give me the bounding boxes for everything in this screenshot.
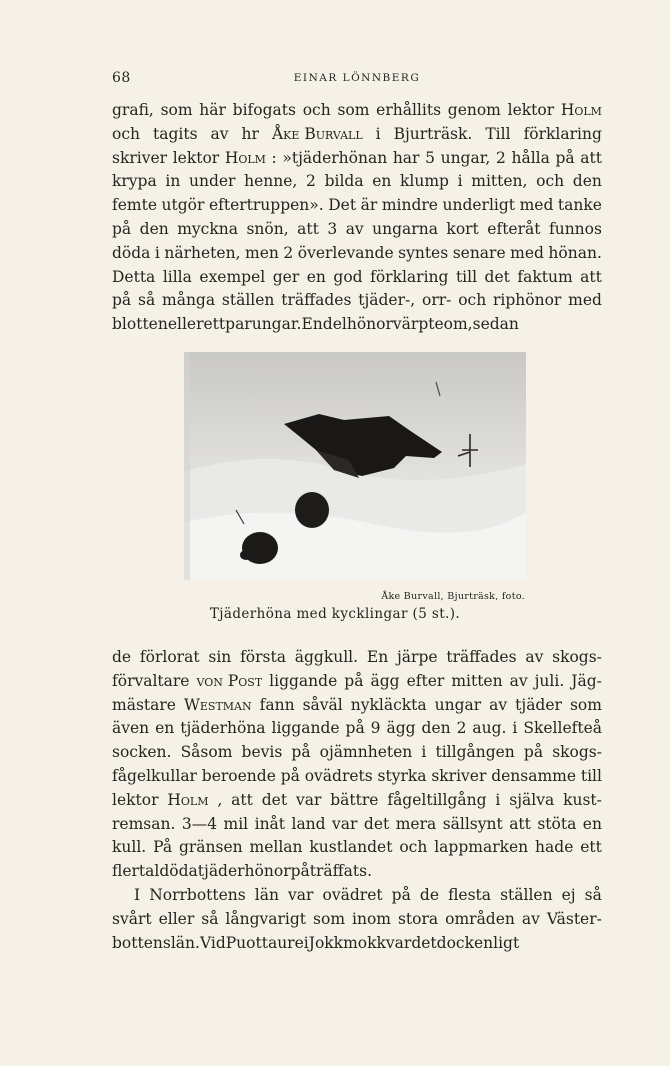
word: om, [443, 315, 473, 334]
word: på [344, 671, 364, 690]
word: många [162, 291, 216, 310]
word: genom [447, 101, 501, 119]
word: socken. [112, 743, 172, 762]
small-caps-name: Holm [560, 101, 602, 119]
word: förvaltare [112, 671, 190, 690]
word: En [366, 648, 389, 666]
word: ägg [386, 719, 416, 738]
word: tillgången [435, 743, 515, 762]
word: enligt [473, 933, 520, 952]
word: remsan. [112, 814, 176, 833]
word: par [225, 315, 252, 334]
word: underligt [442, 196, 516, 215]
word: aug. [472, 719, 507, 738]
text-line [112, 932, 602, 956]
word: På [153, 838, 173, 857]
word: var [295, 790, 322, 809]
small-caps-name: Westman [183, 695, 252, 714]
word: in [165, 172, 181, 191]
word: hönor [346, 315, 393, 334]
word: ett [580, 838, 602, 857]
word: stora [397, 909, 439, 928]
word: utgör [161, 196, 205, 215]
word: 3 [327, 219, 338, 238]
word: med [568, 291, 602, 310]
word: som [313, 909, 346, 928]
text-line [112, 147, 602, 171]
word: blott [112, 315, 149, 334]
word: i [375, 124, 381, 143]
word: myckna [177, 219, 238, 238]
word: tagits [153, 124, 198, 143]
word: själva [509, 790, 555, 809]
text-line [112, 836, 602, 860]
small-caps-name: Holm [224, 148, 266, 167]
word: inom [352, 909, 391, 928]
text-line [112, 860, 602, 884]
word: mil [223, 814, 249, 833]
word: ställen [500, 885, 553, 904]
word: den [421, 719, 451, 738]
word: på [555, 148, 575, 167]
word: sedan [472, 315, 519, 334]
word: men [245, 243, 279, 262]
word: så [584, 885, 602, 904]
word: ett [203, 315, 226, 334]
word: densamme [491, 766, 577, 785]
text-line [112, 813, 602, 837]
word: lektor [507, 101, 555, 119]
word: mästare [112, 695, 176, 714]
word: god [333, 267, 363, 286]
text-line [112, 289, 602, 313]
word: påträffats. [290, 862, 373, 881]
word: att [509, 814, 531, 833]
word: eftertruppen». [208, 196, 324, 215]
word: äggkull. [294, 648, 359, 666]
word: järpe [396, 648, 438, 666]
word: ungar [434, 695, 482, 714]
word: hålla [511, 148, 550, 167]
word: av [210, 124, 229, 143]
word: överlevande [297, 243, 394, 262]
word: i [495, 790, 501, 809]
word: skogs- [552, 648, 602, 666]
word: ger [272, 267, 300, 286]
word: Till [485, 124, 511, 143]
word: styrka [377, 766, 427, 785]
word: bilda [324, 172, 364, 191]
word: inåt [254, 814, 286, 833]
word: : [271, 148, 277, 167]
word: det [261, 790, 288, 809]
word: I [134, 885, 141, 904]
word: senare [452, 243, 506, 262]
word: hönan. [548, 243, 602, 262]
word: mera [395, 814, 437, 833]
text-line [112, 884, 602, 908]
word: och [458, 291, 487, 310]
word: fågelkullar [112, 766, 197, 785]
text-line [112, 194, 602, 218]
word: en [148, 315, 168, 334]
text-line [112, 218, 602, 242]
word: mellan [249, 838, 303, 857]
word: på [523, 743, 544, 762]
word: eller [167, 315, 204, 334]
word: på [112, 219, 132, 238]
word: i [457, 172, 463, 191]
word: län. [170, 933, 200, 952]
word: döda [112, 243, 151, 262]
text-line [112, 123, 602, 147]
word: av [521, 909, 540, 928]
word: var [332, 814, 358, 833]
word: län [254, 885, 279, 904]
word: snön, [246, 219, 289, 238]
word: en [582, 814, 602, 833]
word: Detta [112, 267, 156, 286]
word: grafi, [112, 101, 154, 119]
word: lilla [162, 267, 192, 286]
word: krypa [112, 172, 157, 191]
word: på [291, 743, 311, 762]
word: Bjurträsk. [393, 124, 473, 143]
word: funnos [548, 219, 602, 238]
word: att [580, 148, 602, 167]
small-caps-name: Holm [167, 790, 209, 809]
small-caps-name: Åke Burvall [271, 124, 363, 143]
word: på [280, 766, 300, 785]
word: bevis [241, 743, 283, 762]
word: var [288, 885, 314, 904]
word: förlorat [139, 648, 200, 666]
word: Väster- [546, 909, 602, 928]
word: är [360, 196, 378, 215]
word: det [411, 933, 437, 952]
text-line [112, 908, 602, 932]
word: kort [446, 219, 479, 238]
word: som [569, 695, 602, 714]
word: bättre [330, 790, 379, 809]
word: henne, [244, 172, 298, 191]
word: Puottaure [225, 933, 304, 952]
word: som [337, 101, 370, 119]
word: ungarna [372, 219, 438, 238]
word: under [189, 172, 236, 191]
word: ställen [221, 291, 275, 310]
page-number: 68 [112, 70, 131, 86]
word: av [509, 671, 528, 690]
word: 9 [370, 719, 381, 738]
word: och [112, 124, 140, 143]
word: och [536, 172, 565, 191]
word: såväl [302, 695, 343, 714]
word: efter [406, 671, 445, 690]
word: av [345, 219, 364, 238]
text-line [112, 646, 602, 670]
word: sin [208, 648, 232, 666]
word: hr [241, 124, 259, 143]
word: tjäder-, [358, 291, 416, 310]
word: faktum [517, 267, 573, 286]
word: att [580, 267, 602, 286]
word: mitten [451, 671, 503, 690]
word: tanke [557, 196, 602, 215]
word: förklaring [370, 267, 449, 286]
text-line [112, 266, 602, 290]
word: liggande [269, 671, 338, 690]
running-head: EINAR LÖNNBERG [293, 72, 421, 84]
word: de [419, 885, 439, 904]
word: femte [112, 196, 158, 215]
word: mitten, [471, 172, 528, 191]
word: första [240, 648, 286, 666]
text-line [112, 741, 602, 765]
text-line [112, 170, 602, 194]
word: ovädrets [304, 766, 373, 785]
word: bottens [112, 933, 171, 952]
text-line [112, 313, 602, 337]
paragraph-2 [112, 646, 602, 955]
word: kull. [112, 838, 147, 857]
text-line [112, 99, 602, 123]
word: även [112, 719, 150, 738]
text-line [112, 717, 602, 741]
word: det [363, 814, 390, 833]
word: långvarigt [225, 909, 307, 928]
word: Skellefteå [523, 719, 602, 738]
text-line [112, 694, 602, 718]
word: del [322, 315, 347, 334]
word: 5 [425, 148, 435, 167]
word: att [297, 219, 319, 238]
word: bifogats [232, 101, 296, 119]
word: av [489, 695, 508, 714]
word: som [160, 101, 193, 119]
word: lektor [172, 148, 220, 167]
word: dock [436, 933, 474, 952]
word: så [137, 291, 156, 310]
word: var [385, 933, 412, 952]
word: i [421, 743, 427, 762]
word: eller [158, 909, 195, 928]
text-line [112, 242, 602, 266]
word: så [201, 909, 219, 928]
word: 2 [456, 719, 467, 738]
word: de [112, 648, 132, 666]
word: »tjäderhönan [282, 148, 388, 167]
word: i [303, 933, 309, 952]
word: Det [328, 196, 357, 215]
photo-illustration [184, 352, 526, 580]
word: lektor [112, 790, 159, 809]
text-line [112, 670, 602, 694]
word: träffades [446, 648, 517, 666]
word: på [345, 719, 365, 738]
word: En [301, 315, 323, 334]
word: det [484, 267, 510, 286]
word: riphönor [493, 291, 562, 310]
word: till [580, 766, 602, 785]
word: en [155, 719, 175, 738]
word: exempel [199, 267, 266, 286]
word: liggande [271, 719, 340, 738]
word: den [572, 172, 602, 191]
word: en [372, 172, 392, 191]
word: gränsen [178, 838, 243, 857]
word: förklaring [523, 124, 602, 143]
word: har [392, 148, 420, 167]
word: flesta [448, 885, 491, 904]
word: fågeltillgång [387, 790, 487, 809]
word: och [302, 101, 331, 119]
word: till [455, 267, 478, 286]
word: ungar. [251, 315, 302, 334]
word: erhållits [376, 101, 442, 119]
text-line [112, 765, 602, 789]
word: Jäg- [571, 671, 602, 690]
word: land [291, 814, 326, 833]
word: orr- [421, 291, 452, 310]
word: 2 [306, 172, 316, 191]
word: med [510, 243, 544, 262]
word: en [306, 267, 326, 286]
figure-caption: Tjäderhöna med kycklingar (5 st.). [209, 606, 461, 622]
word: beroende [201, 766, 276, 785]
page-header [112, 70, 602, 90]
word: områden [445, 909, 515, 928]
word: i [512, 719, 518, 738]
word: med [519, 196, 554, 215]
word: lappmarken [434, 838, 529, 857]
word: skriver [431, 766, 487, 785]
word: ovädret [322, 885, 383, 904]
word: ägg [370, 671, 400, 690]
word: 3—4 [181, 814, 218, 833]
paragraph-1 [112, 99, 602, 337]
word: och [399, 838, 428, 857]
word: den [139, 219, 169, 238]
word: sällsynt [442, 814, 503, 833]
word: skogs- [552, 743, 602, 762]
word: värpte [392, 315, 444, 334]
word: döda [159, 862, 198, 881]
word: Vid [199, 933, 226, 952]
word: nykläckta [350, 695, 427, 714]
word: här [199, 101, 226, 119]
word: på [391, 885, 411, 904]
word: kust- [563, 790, 602, 809]
word: syntes [398, 243, 449, 262]
word: juli. [534, 671, 565, 690]
word: i [154, 243, 160, 262]
word: tjäderhöna [180, 719, 266, 738]
word: att [231, 790, 253, 809]
word: Norrbottens [149, 885, 246, 904]
word: träffades [281, 291, 352, 310]
word: 2 [495, 148, 506, 167]
small-caps-name: von Post [196, 671, 263, 690]
word: svårt [112, 909, 152, 928]
word: , [217, 790, 223, 809]
photo-credit: Åke Burvall, Bjurträsk, foto. [381, 591, 525, 602]
word: närheten, [164, 243, 241, 262]
word: ungar, [440, 148, 491, 167]
word: mindre [381, 196, 438, 215]
word: av [525, 648, 544, 666]
word: ej [561, 885, 576, 904]
word: fann [259, 695, 295, 714]
photograph-capercaillie-with-chicks [184, 352, 526, 580]
word: tjäderhönor [197, 862, 291, 881]
word: Jokkmokk [308, 933, 386, 952]
word: på [112, 291, 132, 310]
word: klump [400, 172, 449, 191]
word: kustlandet [309, 838, 393, 857]
word: hade [535, 838, 574, 857]
word: Såsom [180, 743, 233, 762]
word: skriver [112, 148, 168, 167]
word: efteråt [487, 219, 541, 238]
word: tjäder [515, 695, 562, 714]
word: 2 [283, 243, 294, 262]
text-line [112, 789, 602, 813]
word: stöta [537, 814, 577, 833]
word: flertal [112, 862, 160, 881]
word: ojämnheten [319, 743, 413, 762]
